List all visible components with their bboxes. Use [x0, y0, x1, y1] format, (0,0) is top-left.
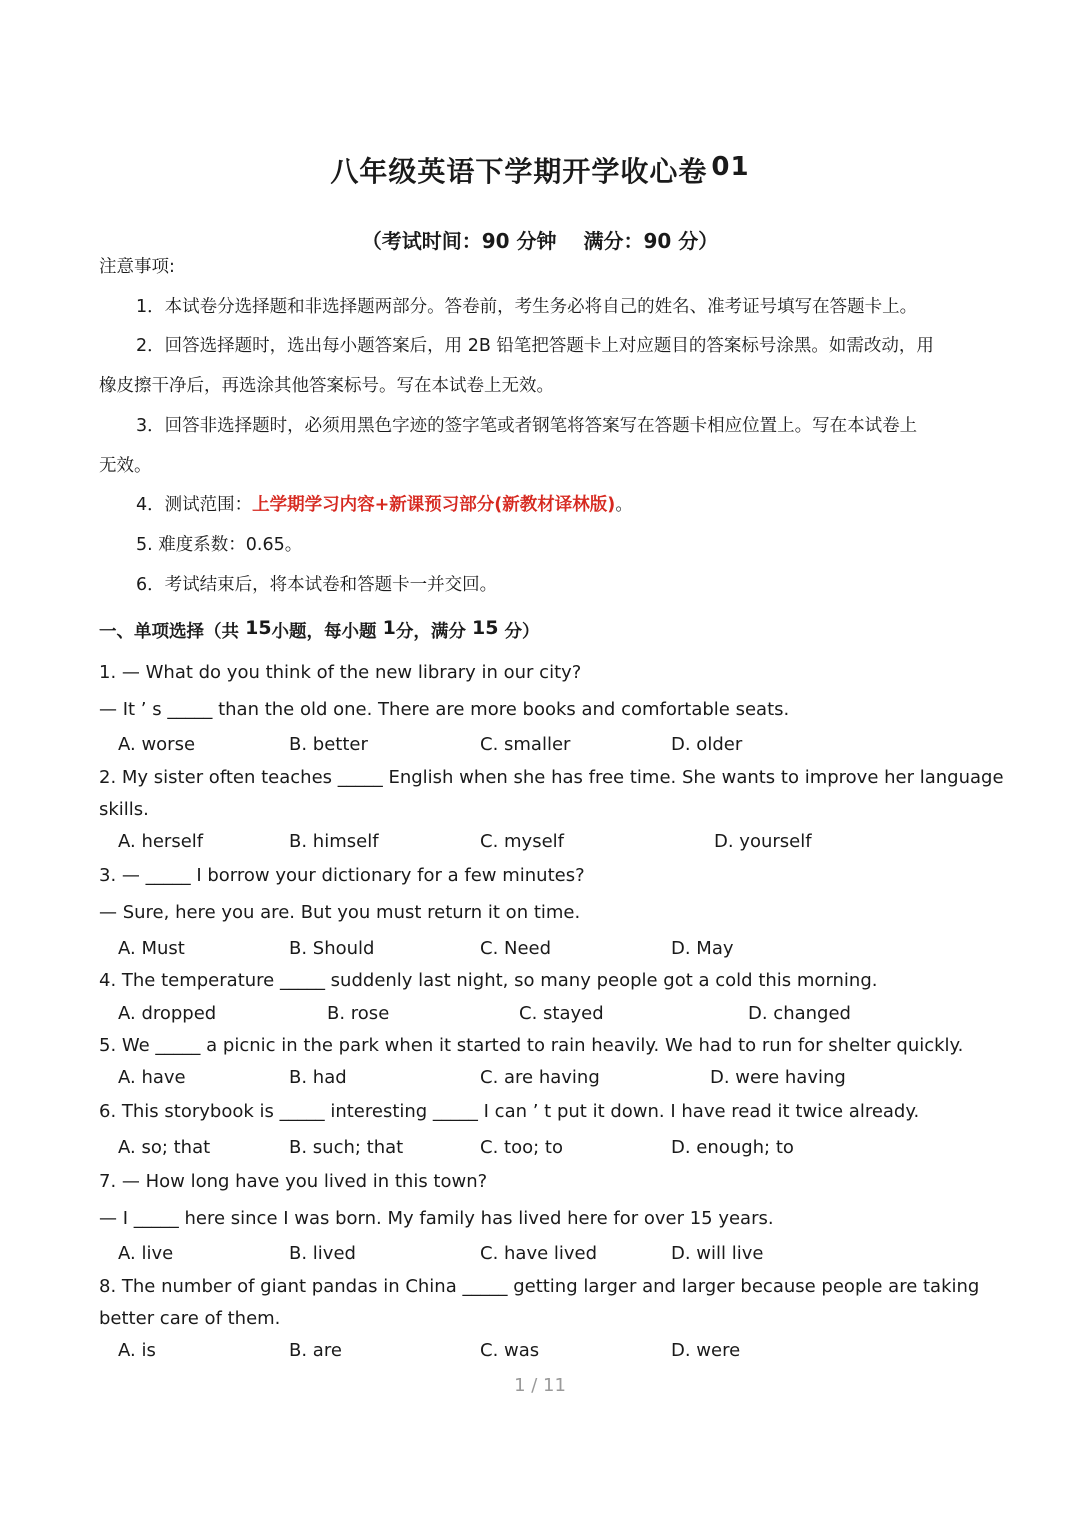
question-3-option-c: C. Need: [480, 938, 552, 959]
exam-title-text: 八年级英语下学期开学收心卷: [330, 155, 708, 188]
question-7-reply: — I _____ here since I was born. My family has lived here for over 15 years.: [99, 1208, 774, 1229]
question-6-option-d: D. enough; to: [671, 1137, 794, 1158]
section-heading-part4: 分）: [498, 622, 540, 642]
question-6-option-a: A. so; that: [118, 1137, 211, 1158]
note-item-1: 1．本试卷分选择题和非选择题两部分。答卷前，考生务必将自己的姓名、准考证号填写在答题卡上。: [136, 297, 918, 317]
exam-subtitle: （考试时间：90 分钟 满分：90 分）: [361, 229, 719, 253]
note-item-4: [136, 494, 633, 516]
section-question-count: 15: [245, 617, 272, 639]
test-scope-highlight: 上学期学习内容+新课预习部分(新教材译林版): [252, 495, 616, 515]
exam-title: [0, 150, 1080, 190]
question-6-option-b: B. such; that: [289, 1137, 404, 1158]
question-1-option-c: C. smaller: [480, 734, 571, 755]
question-7-option-c: C. have lived: [480, 1243, 598, 1264]
question-8-option-c: C. was: [480, 1340, 540, 1361]
question-3-reply: — Sure, here you are. But you must return it on time.: [99, 902, 581, 923]
question-5-option-a: A. have: [118, 1067, 186, 1088]
question-3-stem: 3. — _____ I borrow your dictionary for a few minutes?: [99, 865, 585, 886]
question-1-option-d: D. older: [671, 734, 743, 755]
note-item-3-line1: 3．回答非选择题时，必须用黑色字迹的签字笔或者钢笔将答案写在答题卡相应位置上。写在本试卷上: [136, 416, 918, 436]
notes-heading: 注意事项:: [99, 257, 175, 277]
question-5-stem: 5. We _____ a picnic in the park when it started to rain heavily. We had to run for shelter quickly.: [99, 1035, 964, 1056]
question-7-option-b: B. lived: [289, 1243, 356, 1264]
question-8-option-a: A. is: [118, 1340, 156, 1361]
question-4-stem: 4. The temperature _____ suddenly last night, so many people got a cold this morning.: [99, 970, 878, 991]
question-7-option-d: D. will live: [671, 1243, 764, 1264]
section-heading-part2: 小题，每小题: [271, 622, 383, 642]
question-3-option-b: B. Should: [289, 938, 375, 959]
question-8-option-b: B. are: [289, 1340, 342, 1361]
section-total-points: 15: [471, 617, 499, 639]
note-item-4-prefix: 4．测试范围：: [136, 495, 253, 515]
question-2-stem: 2. My sister often teaches _____ English when she has free time. She wants to improve her language: [99, 767, 1004, 788]
question-5-option-c: C. are having: [480, 1067, 600, 1088]
question-5-option-d: D. were having: [710, 1067, 846, 1088]
question-3-option-d: D. May: [671, 938, 734, 959]
question-2-option-b: B. himself: [289, 831, 379, 852]
question-2-option-c: C. myself: [480, 831, 564, 852]
note-item-6: 6．考试结束后，将本试卷和答题卡一并交回。: [136, 575, 498, 595]
note-item-5: 5. 难度系数：0.65。: [136, 535, 303, 555]
question-8-stem: 8. The number of giant pandas in China _____ getting larger and larger because people are taking: [99, 1276, 980, 1297]
question-4-option-a: A. dropped: [118, 1003, 217, 1024]
section-heading: [99, 617, 540, 643]
question-6-stem: 6. This storybook is _____ interesting _____ I can ’ t put it down. I have read it twice already.: [99, 1101, 920, 1122]
note-item-3-line2: 无效。: [99, 456, 152, 476]
note-item-2-line1: 2．回答选择题时，选出每小题答案后，用 2B 铅笔把答题卡上对应题目的答案标号涂黑。如需改动，用: [136, 336, 934, 356]
page-number: 1 / 11: [514, 1375, 566, 1396]
question-4-option-b: B. rose: [327, 1003, 390, 1024]
question-4-option-d: D. changed: [748, 1003, 851, 1024]
question-8-stem-cont: better care of them.: [99, 1308, 281, 1329]
question-4-option-c: C. stayed: [519, 1003, 604, 1024]
question-2-option-a: A. herself: [118, 831, 204, 852]
question-2-option-d: D. yourself: [714, 831, 812, 852]
question-1-reply: — It ’ s _____ than the old one. There are more books and comfortable seats.: [99, 699, 790, 720]
exam-title-number: 01: [711, 152, 750, 182]
question-8-option-d: D. were: [671, 1340, 741, 1361]
question-5-option-b: B. had: [289, 1067, 347, 1088]
question-1-option-a: A. worse: [118, 734, 196, 755]
note-item-4-suffix: 。: [615, 495, 633, 515]
question-1-stem: 1. — What do you think of the new library in our city?: [99, 662, 582, 683]
section-points-each: 1: [382, 617, 396, 639]
question-2-stem-cont: skills.: [99, 799, 149, 820]
question-1-option-b: B. better: [289, 734, 368, 755]
note-item-2-line2: 橡皮擦干净后，再选涂其他答案标号。写在本试卷上无效。: [99, 376, 554, 396]
question-3-option-a: A. Must: [118, 938, 185, 959]
section-heading-part3: 分，满分: [395, 622, 472, 642]
question-6-option-c: C. too; to: [480, 1137, 563, 1158]
section-heading-part1: 一、单项选择（共: [99, 622, 246, 642]
question-7-option-a: A. live: [118, 1243, 174, 1264]
question-7-stem: 7. — How long have you lived in this town?: [99, 1171, 488, 1192]
